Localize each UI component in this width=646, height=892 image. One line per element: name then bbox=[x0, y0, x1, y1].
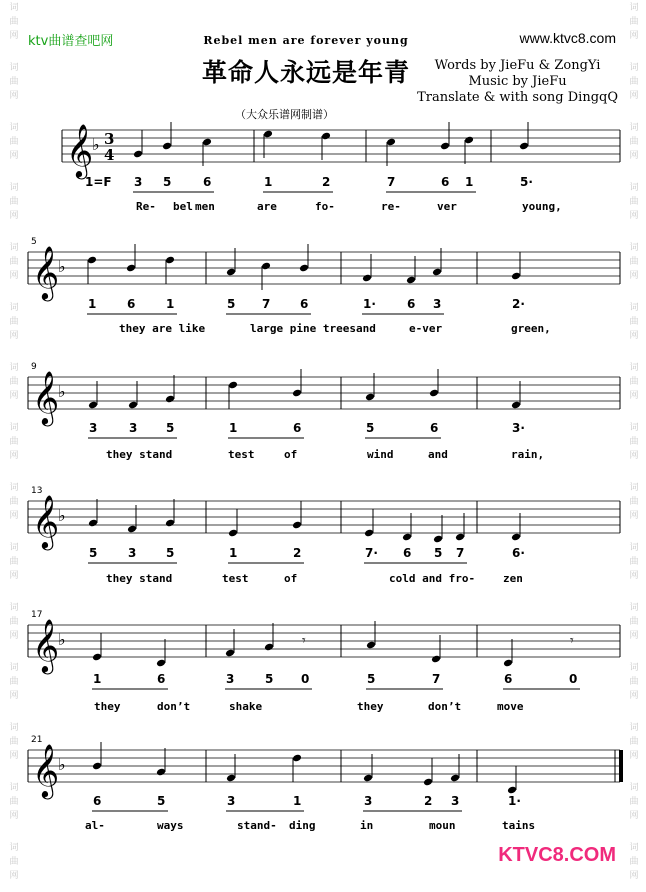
watermark-glyph: 网 bbox=[629, 751, 639, 761]
treble-clef-icon: 𝄞 bbox=[32, 370, 60, 424]
watermark-glyph: 网 bbox=[9, 691, 19, 701]
lyric-word: e-ver bbox=[409, 322, 443, 335]
jianpu-note: 6 bbox=[127, 297, 136, 311]
treble-clef-icon: 𝄞 bbox=[32, 245, 60, 299]
jianpu-note: 1 bbox=[166, 297, 175, 311]
watermark-glyph: 网 bbox=[629, 211, 639, 221]
jianpu-note: 5 bbox=[89, 546, 98, 560]
watermark-glyph: 网 bbox=[9, 871, 19, 881]
flat-icon: ♭ bbox=[58, 257, 66, 276]
jianpu-note: 7· bbox=[365, 546, 378, 560]
lyric-word: cold and fro- bbox=[389, 572, 476, 585]
watermark-glyph: 曲 bbox=[9, 437, 19, 447]
jianpu-note: 1 bbox=[93, 672, 102, 686]
jianpu-note: 3 bbox=[226, 672, 235, 686]
watermark-glyph: 网 bbox=[629, 271, 639, 281]
time-signature-top: 3 bbox=[104, 130, 115, 148]
watermark-glyph: 网 bbox=[9, 451, 19, 461]
watermark-glyph: 网 bbox=[9, 631, 19, 641]
watermark-glyph: 曲 bbox=[629, 77, 639, 87]
jianpu-note: 3 bbox=[451, 794, 460, 808]
lyric-word: of bbox=[284, 448, 298, 461]
lyric-word: moun bbox=[429, 819, 456, 832]
watermark-glyph: 曲 bbox=[9, 497, 19, 507]
lyric-word: bel bbox=[173, 200, 193, 213]
jianpu-note: 3 bbox=[433, 297, 442, 311]
lyric-word: test bbox=[222, 572, 249, 585]
lyric-word: in bbox=[360, 819, 374, 832]
lyric-word: stand- bbox=[237, 819, 277, 832]
watermark-glyph: 曲 bbox=[9, 797, 19, 807]
lyric-word: ding bbox=[289, 819, 316, 832]
watermark-glyph: 曲 bbox=[9, 377, 19, 387]
treble-clef-icon: 𝄞 bbox=[32, 494, 60, 548]
watermark-glyph: 词 bbox=[629, 663, 639, 673]
jianpu-note: 7 bbox=[432, 672, 441, 686]
lyric-word: green, bbox=[511, 322, 551, 335]
credit-music: Music by JieFu bbox=[468, 74, 567, 89]
watermark-glyph: 词 bbox=[9, 843, 19, 853]
lyric-word: shake bbox=[229, 700, 263, 713]
lyric-word: tains bbox=[502, 819, 536, 832]
watermark-glyph: 曲 bbox=[629, 677, 639, 687]
watermark-glyph: 词 bbox=[9, 723, 19, 733]
jianpu-note: 5 bbox=[163, 175, 172, 189]
jianpu-note: 2· bbox=[512, 297, 525, 311]
jianpu-note: 1· bbox=[363, 297, 376, 311]
watermark-glyph: 曲 bbox=[9, 257, 19, 267]
jianpu-note: 6 bbox=[93, 794, 102, 808]
jianpu-note: 1 bbox=[88, 297, 97, 311]
watermark-glyph: 词 bbox=[9, 183, 19, 193]
jianpu-note: 5 bbox=[166, 421, 175, 435]
watermark-glyph: 网 bbox=[629, 871, 639, 881]
watermark-glyph: 曲 bbox=[629, 857, 639, 867]
jianpu-note: 0 bbox=[301, 672, 310, 686]
jianpu-note: 3 bbox=[128, 546, 137, 560]
jianpu-note: 7 bbox=[387, 175, 396, 189]
measure-number: 17 bbox=[31, 610, 43, 620]
watermark-glyph: 曲 bbox=[9, 77, 19, 87]
flat-icon: ♭ bbox=[58, 755, 66, 774]
lyric-word: are bbox=[257, 200, 277, 213]
lyric-word: al- bbox=[85, 819, 105, 832]
staff-system bbox=[28, 369, 620, 438]
watermark-glyph: 曲 bbox=[9, 317, 19, 327]
watermark-glyph: 曲 bbox=[629, 617, 639, 627]
jianpu-note: 5 bbox=[366, 421, 375, 435]
jianpu-note: 3 bbox=[227, 794, 236, 808]
title-english: Rebel men are forever young bbox=[203, 34, 409, 47]
staff-system bbox=[28, 244, 620, 314]
jianpu-note: 3· bbox=[512, 421, 525, 435]
watermark-glyph: 曲 bbox=[629, 137, 639, 147]
jianpu-note: 0 bbox=[569, 672, 578, 686]
watermark-glyph: 曲 bbox=[9, 197, 19, 207]
jianpu-note: 5 bbox=[157, 794, 166, 808]
watermark-glyph: 曲 bbox=[629, 317, 639, 327]
jianpu-note: 2 bbox=[424, 794, 433, 808]
lyric-word: wind bbox=[367, 448, 394, 461]
jianpu-note: 5 bbox=[367, 672, 376, 686]
watermark-glyph: 词 bbox=[629, 3, 639, 13]
watermark-glyph: 网 bbox=[629, 91, 639, 101]
watermark-glyph: 词 bbox=[629, 123, 639, 133]
flat-icon: ♭ bbox=[92, 135, 100, 154]
watermark-glyph: 词 bbox=[9, 243, 19, 253]
watermark-glyph: 词 bbox=[9, 363, 19, 373]
lyric-word: ways bbox=[157, 819, 184, 832]
jianpu-note: 1 bbox=[229, 421, 238, 435]
watermark-glyph: 词 bbox=[629, 303, 639, 313]
watermark-glyph: 曲 bbox=[629, 737, 639, 747]
watermark-glyph: 曲 bbox=[9, 737, 19, 747]
watermark-glyph: 网 bbox=[9, 811, 19, 821]
staff-system bbox=[62, 122, 620, 192]
treble-clef-icon: 𝄞 bbox=[32, 618, 60, 672]
jianpu-note: 7 bbox=[456, 546, 465, 560]
watermark-glyph: 词 bbox=[9, 3, 19, 13]
staff-system bbox=[28, 494, 620, 563]
credit-translate: Translate & with song DingqQ bbox=[417, 90, 618, 105]
watermark-glyph: 网 bbox=[9, 31, 19, 41]
watermark-glyph: 曲 bbox=[629, 497, 639, 507]
watermark-glyph: 词 bbox=[629, 483, 639, 493]
flat-icon: ♭ bbox=[58, 382, 66, 401]
jianpu-note: 5 bbox=[434, 546, 443, 560]
jianpu-note: 1 bbox=[264, 175, 273, 189]
watermark-glyph: 词 bbox=[629, 183, 639, 193]
watermark-glyph: 网 bbox=[629, 391, 639, 401]
flat-icon: ♭ bbox=[58, 506, 66, 525]
watermark-glyph: 词 bbox=[9, 123, 19, 133]
jianpu-note: 6 bbox=[430, 421, 439, 435]
staff-system bbox=[28, 742, 623, 811]
watermark-glyph: 词 bbox=[629, 243, 639, 253]
lyric-word: re- bbox=[381, 200, 401, 213]
lyric-word: they are like bbox=[119, 322, 206, 335]
lyric-word: zen bbox=[503, 572, 523, 585]
watermark-glyph: 曲 bbox=[629, 437, 639, 447]
jianpu-note: 2 bbox=[322, 175, 331, 189]
lyric-word: of bbox=[284, 572, 298, 585]
watermark-glyph: 网 bbox=[629, 811, 639, 821]
jianpu-note: 1 bbox=[229, 546, 238, 560]
watermark-glyph: 曲 bbox=[9, 557, 19, 567]
watermark-glyph: 网 bbox=[9, 331, 19, 341]
watermark-glyph: 曲 bbox=[9, 677, 19, 687]
watermark-glyph: 网 bbox=[9, 211, 19, 221]
watermark-glyph: 网 bbox=[629, 691, 639, 701]
jianpu-note: 5 bbox=[166, 546, 175, 560]
watermark-glyph: 网 bbox=[629, 331, 639, 341]
treble-clef-icon: 𝄞 bbox=[32, 743, 60, 797]
jianpu-note: 1 bbox=[293, 794, 302, 808]
watermark-glyph: 网 bbox=[9, 571, 19, 581]
watermark-glyph: 词 bbox=[9, 423, 19, 433]
measure-number: 9 bbox=[31, 362, 37, 372]
lyric-word: and bbox=[356, 322, 376, 335]
jianpu-note: 2 bbox=[293, 546, 302, 560]
lyric-word: men bbox=[195, 200, 215, 213]
jianpu-note: 3 bbox=[129, 421, 138, 435]
watermark-glyph: 网 bbox=[629, 571, 639, 581]
lyric-word: fo- bbox=[315, 200, 335, 213]
watermark-glyph: 词 bbox=[629, 843, 639, 853]
jianpu-note: 6 bbox=[203, 175, 212, 189]
subtitle: （大众乐谱网制谱） bbox=[235, 108, 334, 121]
jianpu-note: 6· bbox=[512, 546, 525, 560]
jianpu-note: 6 bbox=[504, 672, 513, 686]
lyric-word: rain, bbox=[511, 448, 545, 461]
jianpu-note: 6 bbox=[300, 297, 309, 311]
lyric-word: ver bbox=[437, 200, 457, 213]
lyric-word: they bbox=[94, 700, 121, 713]
final-bar bbox=[619, 750, 623, 782]
watermark-glyph: 词 bbox=[629, 363, 639, 373]
treble-clef-icon: 𝄞 bbox=[66, 123, 94, 177]
rest-icon: 𝄾 bbox=[302, 633, 306, 649]
watermark-glyph: 网 bbox=[9, 271, 19, 281]
watermark-glyph: 词 bbox=[9, 483, 19, 493]
key-label: 1=F bbox=[85, 175, 112, 189]
rest-icon: 𝄾 bbox=[570, 633, 574, 649]
measure-number: 21 bbox=[31, 735, 43, 745]
lyric-word: test bbox=[228, 448, 255, 461]
jianpu-note: 6 bbox=[403, 546, 412, 560]
staff-system bbox=[28, 618, 620, 689]
watermark-glyph: 网 bbox=[9, 91, 19, 101]
watermark-glyph: 曲 bbox=[629, 377, 639, 387]
jianpu-note: 5 bbox=[227, 297, 236, 311]
watermark-glyph: 曲 bbox=[9, 137, 19, 147]
watermark-glyph: 曲 bbox=[9, 17, 19, 27]
lyric-word: young, bbox=[522, 200, 562, 213]
watermark-glyph: 词 bbox=[629, 423, 639, 433]
lyric-word: don’t bbox=[157, 700, 191, 713]
site-name-left: ktv曲谱查吧网 bbox=[28, 34, 114, 49]
watermark-glyph: 网 bbox=[9, 751, 19, 761]
lyric-word: Re- bbox=[136, 200, 156, 213]
watermark-glyph: 网 bbox=[629, 631, 639, 641]
watermark-glyph: 曲 bbox=[9, 857, 19, 867]
flat-icon: ♭ bbox=[58, 630, 66, 649]
lyric-word: they bbox=[357, 700, 384, 713]
credit-words: Words by JieFu & ZongYi bbox=[434, 58, 601, 73]
watermark-glyph: 网 bbox=[629, 511, 639, 521]
jianpu-note: 6 bbox=[157, 672, 166, 686]
watermark-glyph: 网 bbox=[9, 151, 19, 161]
jianpu-note: 3 bbox=[364, 794, 373, 808]
lyric-word: move bbox=[497, 700, 524, 713]
watermark-glyph: 词 bbox=[629, 723, 639, 733]
watermark-glyph: 曲 bbox=[629, 197, 639, 207]
watermark-glyph: 曲 bbox=[629, 17, 639, 27]
jianpu-note: 3 bbox=[89, 421, 98, 435]
jianpu-note: 6 bbox=[441, 175, 450, 189]
watermark-glyph: 词 bbox=[629, 543, 639, 553]
watermark-glyph: 词 bbox=[629, 63, 639, 73]
lyric-word: and bbox=[428, 448, 448, 461]
jianpu-note: 7 bbox=[262, 297, 271, 311]
watermark-glyph: 词 bbox=[9, 303, 19, 313]
jianpu-note: 5· bbox=[520, 175, 533, 189]
watermark-glyph: 词 bbox=[9, 663, 19, 673]
jianpu-note: 6 bbox=[407, 297, 416, 311]
measure-number: 5 bbox=[31, 237, 37, 247]
watermark-glyph: 网 bbox=[629, 31, 639, 41]
time-signature-bottom: 4 bbox=[104, 146, 115, 164]
watermark-glyph: 网 bbox=[629, 151, 639, 161]
watermark-glyph: 曲 bbox=[629, 557, 639, 567]
watermark-glyph: 网 bbox=[629, 451, 639, 461]
watermark-glyph: 词 bbox=[629, 783, 639, 793]
measure-number: 13 bbox=[31, 486, 43, 496]
jianpu-note: 1· bbox=[508, 794, 521, 808]
footer-logo: KTVC8.COM bbox=[498, 844, 616, 866]
watermark-glyph: 词 bbox=[9, 783, 19, 793]
watermark-glyph: 网 bbox=[9, 511, 19, 521]
jianpu-note: 6 bbox=[293, 421, 302, 435]
watermark-glyph: 网 bbox=[9, 391, 19, 401]
jianpu-note: 5 bbox=[265, 672, 274, 686]
jianpu-note: 1 bbox=[465, 175, 474, 189]
lyric-word: they stand bbox=[106, 448, 173, 461]
site-url-right: www.ktvc8.com bbox=[519, 30, 616, 46]
watermark-glyph: 词 bbox=[9, 603, 19, 613]
watermark-glyph: 曲 bbox=[9, 617, 19, 627]
lyric-word: large pine trees bbox=[250, 322, 356, 335]
lyric-word: don’t bbox=[428, 700, 462, 713]
title-chinese: 革命人永远是年青 bbox=[201, 58, 410, 87]
lyric-word: they stand bbox=[106, 572, 173, 585]
watermark-glyph: 曲 bbox=[629, 257, 639, 267]
watermark-glyph: 曲 bbox=[629, 797, 639, 807]
watermark-glyph: 词 bbox=[629, 603, 639, 613]
watermark-glyph: 词 bbox=[9, 63, 19, 73]
watermark-glyph: 词 bbox=[9, 543, 19, 553]
jianpu-note: 3 bbox=[134, 175, 143, 189]
